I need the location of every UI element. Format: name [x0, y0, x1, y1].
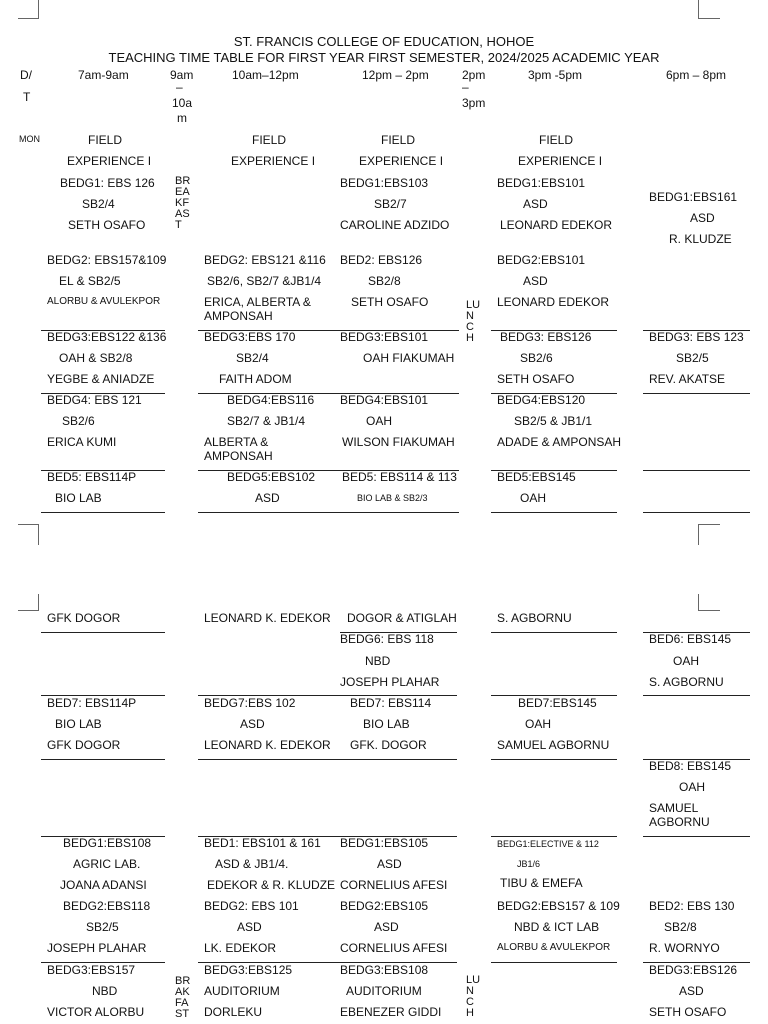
class-cell: BED1: EBS101 & 161 — [204, 836, 321, 850]
class-cell: BED2: EBS126 — [340, 253, 423, 267]
col-header-7am: 7am-9am — [78, 68, 129, 82]
crop-mark — [18, 524, 39, 525]
class-cell: BEDG3:EBS157 — [47, 963, 136, 977]
class-cell: BED7: EBS114P — [47, 696, 137, 710]
class-cell: BEDG1:EBS101 — [497, 176, 586, 190]
class-cell: SETH OSAFO — [497, 372, 575, 386]
class-cell: DOGOR & ATIGLAH — [347, 611, 457, 625]
field-label: EXPERIENCE I — [359, 154, 444, 168]
class-cell: LEONARD EDEKOR — [497, 295, 610, 309]
row-divider — [41, 632, 165, 633]
row-divider — [198, 512, 459, 513]
class-cell: SB2/7 & JB1/4 — [227, 414, 306, 428]
crop-mark — [698, 524, 720, 525]
class-cell: GFK DOGOR — [47, 611, 121, 625]
col-header-2pm: 3pm — [462, 96, 486, 110]
class-cell: BEDG3:EBS101 — [340, 330, 429, 344]
class-cell: BEDG3:EBS108 — [340, 963, 429, 977]
class-cell: BEDG2: EBS121 &116 — [204, 253, 326, 267]
class-cell: SB2/4 — [82, 197, 115, 211]
field-label: FIELD — [539, 133, 574, 147]
class-cell: BEDG2:EBS101 — [497, 253, 586, 267]
class-cell: LK. EDEKOR — [204, 941, 277, 955]
class-cell: BEDG3: EBS 123 — [649, 330, 744, 344]
class-cell: BED5: EBS114 & 113 — [342, 470, 457, 484]
lunch-label: LU N C H — [466, 974, 481, 1019]
field-label: FIELD — [381, 133, 416, 147]
class-cell: ALBERTA & AMPONSAH — [204, 435, 273, 463]
class-cell: BED6: EBS145 — [649, 632, 732, 646]
class-cell: ERICA, ALBERTA & AMPONSAH — [204, 295, 311, 323]
class-cell: OAH — [520, 491, 547, 505]
class-cell: NBD & ICT LAB — [514, 920, 600, 934]
class-cell: ASD & JB1/4. — [215, 857, 289, 871]
class-cell: JOANA ADANSI — [60, 878, 147, 892]
class-cell: ASD — [679, 984, 704, 998]
col-header-3pm: 3pm -5pm — [528, 68, 583, 82]
class-cell: BED7: EBS114 — [350, 696, 432, 710]
class-cell: OAH — [679, 780, 706, 794]
class-cell: ERICA KUMI — [47, 435, 117, 449]
class-cell: SB2/4 — [236, 351, 269, 365]
class-cell: SETH OSAFO — [649, 1005, 727, 1019]
class-cell: BEDG4:EBS101 — [340, 393, 429, 407]
class-cell: BED8: EBS145 — [649, 759, 732, 773]
class-cell: SETH OSAFO — [68, 218, 146, 232]
class-cell: NBD — [365, 654, 391, 668]
class-cell: BEDG1:EBS108 — [63, 836, 152, 850]
class-cell: OAH — [366, 414, 393, 428]
crop-mark — [18, 18, 39, 19]
row-divider — [643, 695, 750, 696]
field-label: EXPERIENCE I — [231, 154, 316, 168]
class-cell: JOSEPH PLAHAR — [47, 941, 147, 955]
class-cell: CORNELIUS AFESI — [340, 941, 448, 955]
class-cell: ASD — [237, 920, 262, 934]
class-cell: SB2/7 — [374, 197, 407, 211]
class-cell: REV. AKATSE — [649, 372, 726, 386]
class-cell: ASD — [523, 274, 548, 288]
class-cell: R. WORNYO — [649, 941, 720, 955]
class-cell: GFK DOGOR — [47, 738, 121, 752]
class-cell: ADADE & AMPONSAH — [497, 435, 622, 449]
class-cell: OAH — [673, 654, 700, 668]
day-header-t: T — [23, 90, 31, 104]
class-cell: SAMUEL AGBORNU — [497, 738, 610, 752]
college-title: ST. FRANCIS COLLEGE OF EDUCATION, HOHOE — [233, 34, 535, 49]
row-divider — [643, 836, 750, 837]
class-cell: BEDG1:EBS161 — [649, 190, 738, 204]
class-cell: SB2/5 & JB1/1 — [514, 414, 593, 428]
class-cell: OAH & SB2/8 — [59, 351, 133, 365]
crop-mark — [38, 0, 39, 18]
class-cell: ALORBU & AVULEKPOR — [497, 942, 611, 953]
field-label: EXPERIENCE I — [67, 154, 152, 168]
class-cell: LEONARD K. EDEKOR — [204, 738, 331, 752]
class-cell: BED2: EBS 130 — [649, 899, 735, 913]
col-header-6pm: 6pm – 8pm — [666, 68, 727, 82]
day-label-mon: MON — [19, 134, 40, 144]
class-cell: OAH — [525, 717, 552, 731]
timetable-subtitle: TEACHING TIME TABLE FOR FIRST YEAR FIRST SEMESTER, 2024/2025 ACADEMIC YEAR — [108, 50, 660, 65]
class-cell: BIO LAB — [55, 491, 102, 505]
row-divider — [643, 393, 750, 394]
class-cell: SETH OSAFO — [351, 295, 429, 309]
class-cell: ASD — [377, 857, 402, 871]
crop-mark — [38, 594, 39, 611]
class-cell: GFK. DOGOR — [350, 738, 427, 752]
class-cell: DORLEKU — [204, 1005, 263, 1019]
class-cell: BIO LAB — [55, 717, 102, 731]
class-cell: BEDG4: EBS 121 — [47, 393, 142, 407]
class-cell: ASD — [240, 717, 265, 731]
class-cell: BEDG2: EBS157&109 — [47, 253, 167, 267]
col-header-9am: – — [176, 80, 183, 94]
class-cell: SB2/5 — [86, 920, 119, 934]
class-cell: BEDG2:EBS118 — [63, 899, 151, 913]
breakfast-label: BR EA KF AS T — [175, 175, 191, 231]
field-label: EXPERIENCE I — [518, 154, 603, 168]
col-header-2pm: 2pm — [462, 68, 486, 82]
field-label: FIELD — [88, 133, 123, 147]
class-cell: EBENEZER GIDDI — [340, 1005, 442, 1019]
class-cell: SB2/5 — [676, 351, 709, 365]
class-cell: NBD — [92, 984, 118, 998]
class-cell: SB2/6 — [520, 351, 553, 365]
class-cell: BEDG2: EBS 101 — [204, 899, 299, 913]
class-cell: SAMUEL AGBORNU — [649, 801, 710, 829]
class-cell: BEDG1: EBS 126 — [60, 176, 155, 190]
day-header: D/ — [20, 68, 32, 82]
row-divider — [41, 759, 165, 760]
class-cell: S. AGBORNU — [497, 611, 572, 625]
crop-mark — [698, 524, 699, 545]
col-header-9am: m — [177, 111, 187, 125]
class-cell: JB1/6 — [517, 859, 541, 869]
class-cell: LEONARD K. EDEKOR — [204, 611, 331, 625]
row-divider — [643, 512, 750, 513]
class-cell: SB2/6 — [62, 414, 95, 428]
crop-mark — [18, 610, 39, 611]
class-cell: BEDG2:EBS105 — [340, 899, 429, 913]
breakfast-label: BR AK FA ST — [175, 975, 191, 1020]
class-cell: BED7:EBS145 — [518, 696, 597, 710]
row-divider — [491, 962, 617, 963]
class-cell: AUDITORIUM — [204, 984, 280, 998]
class-cell: AUDITORIUM — [346, 984, 422, 998]
crop-mark — [38, 524, 39, 545]
row-divider — [491, 632, 617, 633]
class-cell: ASD — [523, 197, 548, 211]
class-cell: OAH FIAKUMAH — [363, 351, 455, 365]
class-cell: BEDG6: EBS 118 — [340, 632, 434, 646]
crop-mark — [698, 610, 720, 611]
class-cell: TIBU & EMEFA — [500, 876, 583, 890]
class-cell: BEDG3:EBS125 — [204, 963, 293, 977]
col-header-9am: 10a — [172, 96, 193, 110]
class-cell: BEDG1:EBS105 — [340, 836, 429, 850]
class-cell: BEDG1:ELECTIVE & 112 — [497, 839, 599, 849]
class-cell: S. AGBORNU — [649, 675, 724, 689]
class-cell: FAITH ADOM — [219, 372, 292, 386]
row-divider — [41, 512, 165, 513]
class-cell: R. KLUDZE — [669, 232, 732, 246]
row-divider — [198, 759, 457, 760]
class-cell: BEDG3:EBS 170 — [204, 330, 296, 344]
class-cell: JOSEPH PLAHAR — [340, 675, 440, 689]
field-label: FIELD — [252, 133, 287, 147]
class-cell: SB2/8 — [664, 920, 697, 934]
class-cell: BEDG3: EBS126 — [500, 330, 592, 344]
class-cell: BEDG2:EBS157 & 109 — [497, 899, 620, 913]
class-cell: LEONARD EDEKOR — [500, 218, 613, 232]
row-divider — [491, 759, 617, 760]
class-cell: ALORBU & AVULEKPOR — [47, 296, 161, 307]
class-cell: ASD — [255, 491, 280, 505]
class-cell: EL & SB2/5 — [59, 274, 121, 288]
class-cell: BED5: EBS114P — [47, 470, 137, 484]
crop-mark — [698, 18, 720, 19]
class-cell: SB2/6, SB2/7 &JB1/4 — [207, 274, 322, 288]
class-cell: BEDG3:EBS126 — [649, 963, 738, 977]
class-cell: BEDG4:EBS116 — [227, 393, 315, 407]
class-cell: ASD — [690, 211, 715, 225]
col-header-9am: 9am — [170, 68, 194, 82]
col-header-10am: 10am–12pm — [232, 68, 299, 82]
crop-mark — [698, 594, 699, 611]
class-cell: BEDG1:EBS103 — [340, 176, 429, 190]
class-cell: BEDG4:EBS120 — [497, 393, 586, 407]
class-cell: WILSON FIAKUMAH — [342, 435, 455, 449]
class-cell: BEDG3:EBS122 &136 — [47, 330, 167, 344]
class-cell: EDEKOR & R. KLUDZE — [207, 878, 336, 892]
class-cell: BIO LAB — [363, 717, 410, 731]
class-cell: BIO LAB & SB2/3 — [357, 493, 428, 503]
class-cell: CORNELIUS AFESI — [340, 878, 448, 892]
col-header-2pm: – — [462, 80, 469, 94]
class-cell: SB2/8 — [368, 274, 401, 288]
class-cell: BEDG5:EBS102 — [227, 470, 316, 484]
class-cell: BED5:EBS145 — [497, 470, 576, 484]
class-cell: BEDG7:EBS 102 — [204, 696, 296, 710]
row-divider — [491, 512, 617, 513]
class-cell: CAROLINE ADZIDO — [340, 218, 450, 232]
class-cell: AGRIC LAB. — [73, 857, 141, 871]
class-cell: YEGBE & ANIADZE — [47, 372, 155, 386]
col-header-12pm: 12pm – 2pm — [362, 68, 429, 82]
row-divider — [643, 470, 750, 471]
class-cell: ASD — [374, 920, 399, 934]
lunch-label: LU N C H — [466, 299, 481, 344]
class-cell: VICTOR ALORBU — [47, 1005, 145, 1019]
crop-mark — [698, 0, 699, 18]
